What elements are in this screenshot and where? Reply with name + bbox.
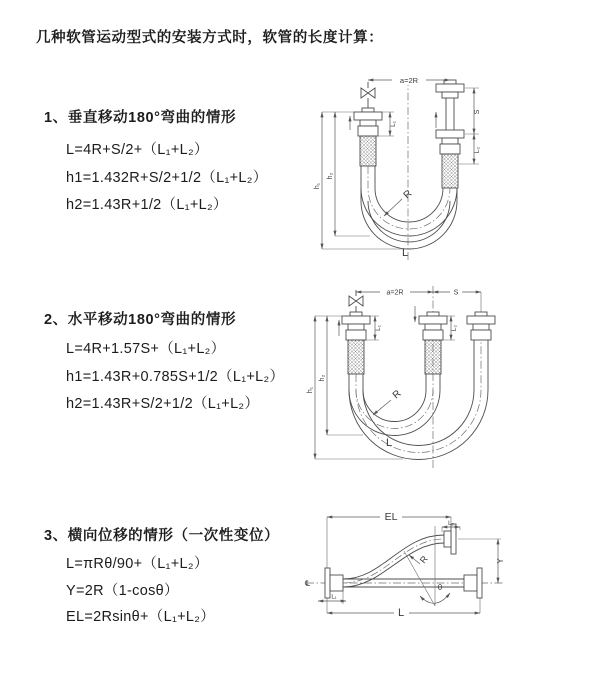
dim-label-l2: L₂: [474, 146, 481, 154]
dimension-l: [327, 598, 480, 619]
displaced-flange-assembly: [444, 524, 456, 554]
dim-label-a2r: a=2R: [386, 289, 404, 297]
left-flange-assembly: [325, 568, 343, 598]
dimension-l1: [318, 591, 346, 604]
dimension-top-s: [433, 287, 481, 316]
radius-label: R: [401, 188, 415, 202]
dim-label-y: Y: [496, 558, 505, 564]
dim-label-l1: L₁: [331, 594, 337, 601]
dim-label-l: L: [397, 607, 405, 619]
middle-pipe-assembly: [419, 312, 447, 374]
braid-section: [360, 136, 376, 166]
left-pipe-assembly: [342, 312, 370, 374]
diagram-3-lateral-displacement: [298, 496, 595, 635]
section-3-formula-Y: Y=2R（1-cosθ）: [66, 583, 179, 599]
radius-label: R: [417, 553, 430, 566]
right-pipe-assembly: [467, 312, 495, 340]
valve-icon: [349, 290, 363, 312]
dim-label-h1: h₁: [307, 386, 314, 394]
dim-label-el: EL: [384, 511, 398, 523]
section-3-formula-EL: EL=2Rsinθ+（L₁+L₂）: [66, 609, 216, 625]
dim-label-h1: h₁: [314, 182, 321, 190]
section-2-formula-L: L=4R+1.57S+（L₁+L₂）: [66, 341, 226, 357]
dim-label-a2r: a=2R: [399, 76, 419, 85]
length-label: L: [385, 437, 393, 449]
radius-label: R: [390, 388, 404, 402]
page-title: 几种软管运动型式的安装方式时，软管的长度计算：: [36, 30, 384, 46]
hose-u-bend: [349, 340, 488, 460]
dim-label-s: S: [453, 289, 459, 297]
length-label: L: [401, 247, 409, 259]
right-pipe-assembly: [436, 80, 464, 188]
dim-label-l2: L₂: [448, 521, 454, 527]
dimension-l2: [459, 134, 481, 164]
diagram-1-vertical-movement: [308, 68, 590, 265]
section-1-formula-h2: h2=1.43R+1/2（L₁+L₂）: [66, 197, 228, 213]
section-3-formula-L: L=πRθ/90+（L₁+L₂）: [66, 556, 209, 572]
centerline-mark: ℄: [305, 579, 311, 588]
angle-label: θ: [437, 583, 443, 592]
dimension-top-a2r: [356, 287, 433, 297]
section-2-formula-h1: h1=1.43R+0.785S+1/2（L₁+L₂）: [66, 369, 285, 385]
radius-callout: [373, 388, 403, 415]
valve-icon: [361, 82, 375, 108]
section-1-formula-h1: h1=1.432R+S/2+1/2（L₁+L₂）: [66, 170, 268, 186]
radius-construction: [404, 526, 450, 606]
braid-section: [348, 340, 364, 374]
dim-label-h2: h₂: [327, 172, 334, 180]
braid-section: [425, 340, 441, 374]
braid-section: [442, 154, 458, 188]
dim-label-h2: h₂: [319, 374, 326, 382]
section-1-formula-L: L=4R+S/2+（L₁+L₂）: [66, 142, 209, 158]
left-pipe-assembly: [354, 108, 382, 166]
dim-label-s: S: [474, 109, 481, 115]
section-2-formula-h2: h2=1.43R+S/2+1/2（L₁+L₂）: [66, 396, 260, 412]
dim-label-l1: L₁: [390, 121, 397, 127]
right-flange-assembly: [464, 568, 482, 598]
dimension-top-a2r: [368, 75, 450, 85]
diagram-2-horizontal-movement: [303, 278, 595, 475]
dim-label-l2: L₂: [451, 324, 458, 332]
section-3-heading: 3、横向位移的情形（一次性变位）: [44, 528, 280, 544]
section-1-heading: 1、垂直移动180°弯曲的情形: [44, 110, 237, 126]
section-2-heading: 2、水平移动180°弯曲的情形: [44, 312, 237, 328]
dimension-s: [465, 88, 481, 134]
dim-label-l1: L₁: [375, 325, 382, 331]
radius-callout: [384, 188, 414, 216]
